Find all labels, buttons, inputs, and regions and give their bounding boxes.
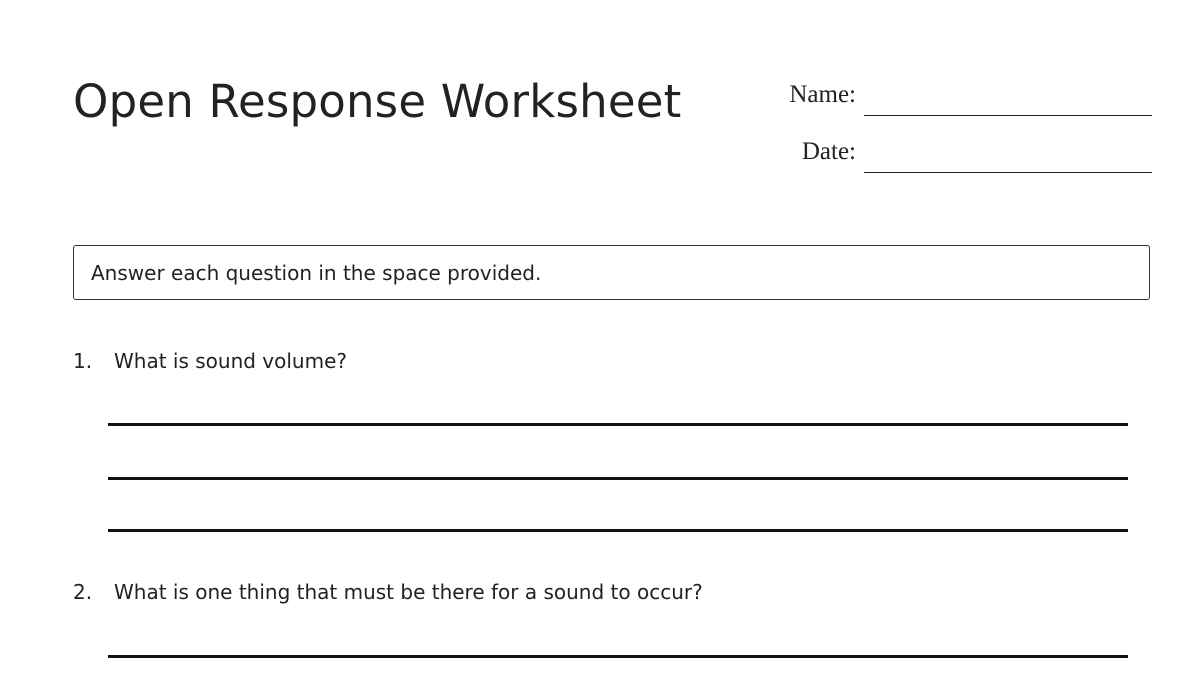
instructions-text: Answer each question in the space provided.	[91, 261, 542, 285]
date-field	[760, 135, 1152, 175]
answer-line[interactable]	[108, 423, 1128, 426]
page-title: Open Response Worksheet	[73, 75, 682, 128]
question-number: 2.	[73, 580, 93, 604]
question-text: What is one thing that must be there for a sound to occur?	[114, 580, 703, 604]
name-field	[760, 78, 1152, 118]
answer-line[interactable]	[108, 529, 1128, 532]
answer-line[interactable]	[108, 477, 1128, 480]
answer-line[interactable]	[108, 655, 1128, 658]
instructions-box	[73, 245, 1150, 300]
question-number: 1.	[73, 349, 93, 373]
name-blank-line[interactable]	[864, 115, 1152, 116]
name-label: Name:	[789, 81, 856, 108]
date-label: Date:	[801, 138, 856, 165]
question-text: What is sound volume?	[114, 349, 348, 373]
date-blank-line[interactable]	[864, 172, 1152, 173]
